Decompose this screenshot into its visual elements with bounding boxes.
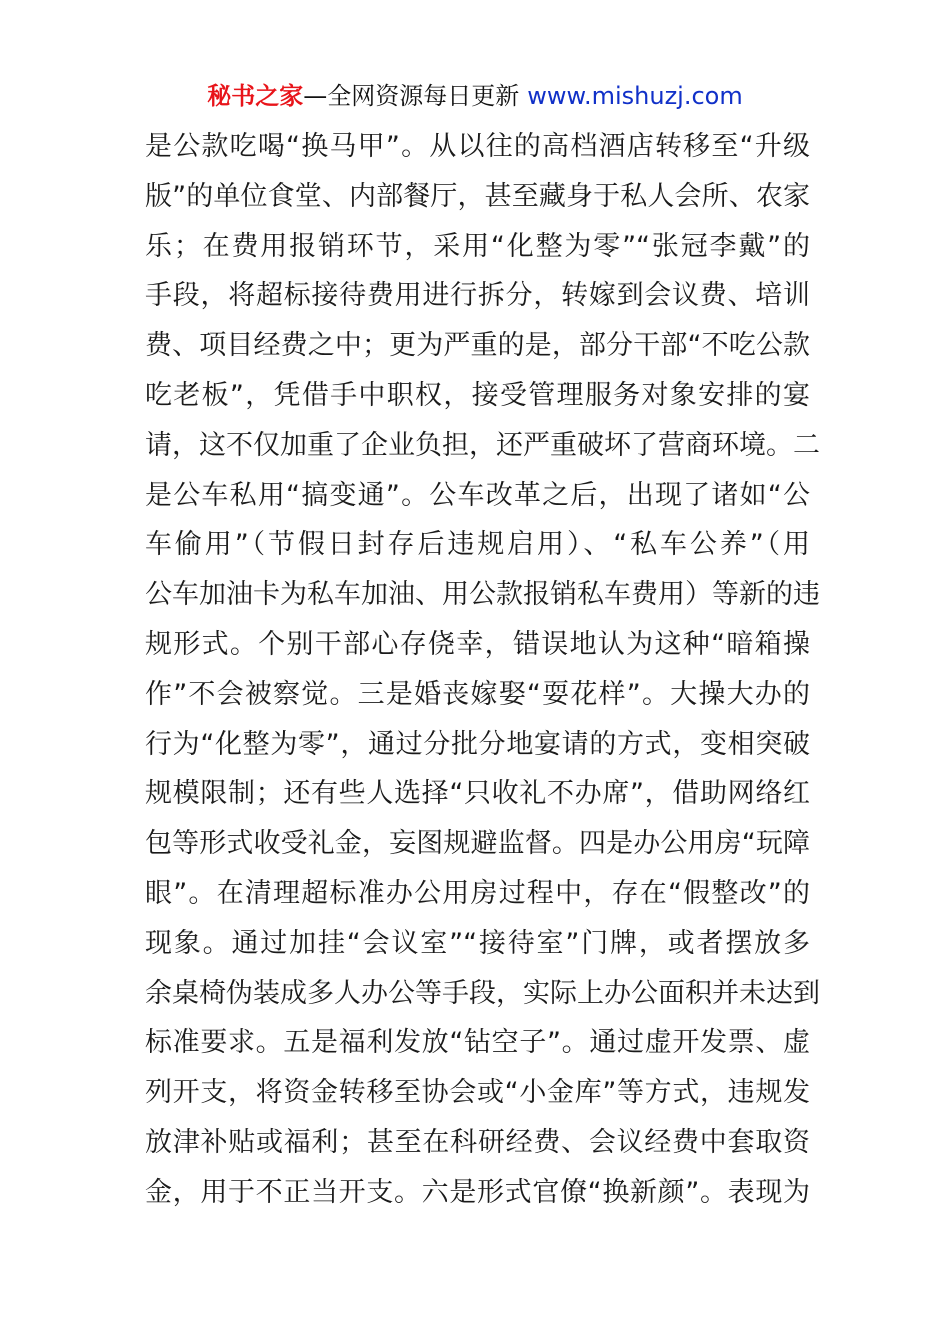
text-line: 公车加油卡为私车加油、用公款报销私车费用）等新的违 xyxy=(145,579,820,611)
text-line: 眼”。在清理超标准办公用房过程中，存在“假整改”的 xyxy=(145,877,810,909)
text-line: 吃老板”，凭借手中职权，接受管理服务对象安排的宴 xyxy=(145,379,810,411)
text-line: 是公款吃喝“换马甲”。从以往的高档酒店转移至“升级 xyxy=(145,131,810,162)
text-line: 现象。通过加挂“会议室”“接待室”门牌，或者摆放多 xyxy=(145,927,810,959)
text-line: 包等形式收受礼金，妄图规避监督。四是办公用房“玩障 xyxy=(145,828,810,860)
brand-name: 秘书之家 xyxy=(207,82,304,110)
text-line: 乐；在费用报销环节，采用“化整为零”“张冠李戴”的 xyxy=(145,230,810,262)
text-line: 版”的单位食堂、内部餐厅，甚至藏身于私人会所、农家 xyxy=(145,180,810,212)
text-line: 规形式。个别干部心存侥幸，错误地认为这种“暗箱操 xyxy=(145,628,810,660)
document-body xyxy=(145,122,820,1218)
text-line: 金，用于不正当开支。六是形式官僚“换新颜”。表现为 xyxy=(145,1176,810,1208)
text-line: 放津补贴或福利；甚至在科研经费、会议经费中套取资 xyxy=(145,1126,810,1158)
text-line: 作”不会被察觉。三是婚丧嫁娶“耍花样”。大操大办的 xyxy=(145,678,810,710)
page-header xyxy=(0,80,950,112)
text-line: 手段，将超标接待费用进行拆分，转嫁到会议费、培训 xyxy=(145,280,810,312)
text-line: 余桌椅伪装成多人办公等手段，实际上办公面积并未达到 xyxy=(145,977,820,1009)
text-line: 标准要求。五是福利发放“钻空子”。通过虚开发票、虚 xyxy=(145,1027,810,1059)
text-line: 费、项目经费之中；更为严重的是，部分干部“不吃公款 xyxy=(145,330,810,362)
text-line: 请，这不仅加重了企业负担，还严重破坏了营商环境。二 xyxy=(145,429,820,461)
text-line: 列开支，将资金转移至协会或“小金库”等方式，违规发 xyxy=(145,1077,810,1109)
website-link[interactable]: www.mishuzj.com xyxy=(527,82,743,110)
header-slogan: —全网资源每日更新 xyxy=(303,82,520,110)
text-line: 车偷用”（节假日封存后违规启用）、“私车公养”（用 xyxy=(145,529,810,561)
text-line: 是公车私用“搞变通”。公车改革之后，出现了诸如“公 xyxy=(145,479,810,511)
text-line: 行为“化整为零”，通过分批分地宴请的方式，变相突破 xyxy=(145,728,810,760)
text-line: 规模限制；还有些人选择“只收礼不办席”，借助网络红 xyxy=(145,778,810,810)
